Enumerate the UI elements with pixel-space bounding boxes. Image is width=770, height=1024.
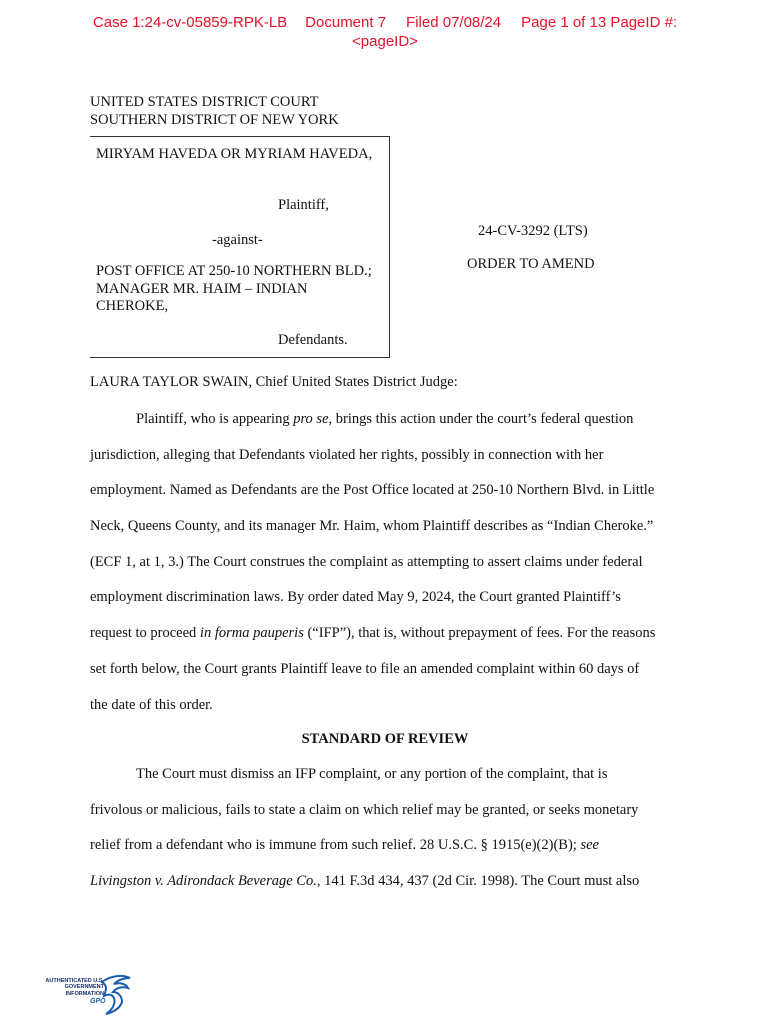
judge-line: LAURA TAYLOR SWAIN, Chief United States District Judge: [90,374,458,390]
header-page-info: Page 1 of 13 PageID #: [521,14,678,31]
court-line-2: SOUTHERN DISTRICT OF NEW YORK [90,111,339,128]
document-header [0,13,770,51]
court-line-1: UNITED STATES DISTRICT COURT [90,94,319,110]
paragraph-line [90,828,690,864]
logo-text: AUTHENTICATED U.S. GOVERNMENT INFORMATION [45,978,104,997]
case-citation: Livingston v. Adirondack Beverage Co. [90,873,317,890]
paragraph-1 [90,402,690,723]
paragraph-line [90,616,690,652]
text-run: , brings this action under the court’s federal question [328,411,634,427]
plaintiff-label: Plaintiff, [278,197,329,213]
header-document-number: Document 7 [305,14,387,31]
paragraph-2 [90,757,690,900]
paragraph-line: jurisdiction, alleging that Defendants violated her rights, possibly in connection with her [90,446,604,463]
text-run: relief from a defendant who is immune from such relief. 28 U.S.C. § 1915(e)(2)(B); [90,837,581,854]
paragraph-line: Neck, Queens County, and its manager Mr. Haim, whom Plaintiff describes as “Indian Cheroke.” [90,518,654,535]
paragraph-line: frivolous or malicious, fails to state a claim on which relief may be granted, or seeks monetary [90,801,639,818]
header-case-number: Case 1:24-cv-05859-RPK-LB [92,14,288,31]
defendant-names: POST OFFICE AT 250-10 NORTHERN BLD.; MANAGER MR. HAIM – INDIAN CHEROKE, [96,263,372,314]
text-run: request to proceed [90,625,200,642]
gpo-eagle-icon [98,974,132,1016]
paragraph-line: employment. Named as Defendants are the Post Office located at 250-10 Northern Blvd. in Little [90,482,655,499]
italic-term: see [580,837,599,854]
paragraph-line: the date of this order. [90,696,213,713]
logo-gpo-label: GPO [90,998,106,1005]
paragraph-line: employment discrimination laws. By order dated May 9, 2024, the Court granted Plaintiff’s [90,589,621,606]
italic-term: pro se [293,411,329,427]
paragraph-line: set forth below, the Court grants Plaintiff leave to file an amended complaint within 60 days of [90,660,640,677]
header-filed-date: Filed 07/08/24 [406,14,502,31]
italic-term: in forma pauperis [199,625,304,642]
header-pageid: <pageID> [352,33,418,50]
section-heading: STANDARD OF REVIEW [301,731,469,747]
gpo-authentication-logo [44,974,134,1018]
paragraph-line: The Court must dismiss an IFP complaint, or any portion of the complaint, that is [136,766,608,782]
order-title: ORDER TO AMEND [467,256,595,272]
court-name [90,94,339,129]
defendants-label: Defendants. [278,332,348,348]
text-run: , 141 F.3d 434, 437 (2d Cir. 1998). The Court must also [316,873,640,890]
plaintiff-name: MIRYAM HAVEDA OR MYRIAM HAVEDA, [96,146,373,162]
case-number: 24-CV-3292 (LTS) [478,223,588,239]
text-run: (“IFP”), that is, without prepayment of fees. For the reasons [303,625,656,642]
paragraph-line [90,402,690,438]
paragraph-line: (ECF 1, at 1, 3.) The Court construes the complaint as attempting to assert claims under federal [90,553,643,570]
against-label: -against- [212,232,263,248]
paragraph-line [90,864,690,900]
text-run: Plaintiff, who is appearing [136,411,294,427]
